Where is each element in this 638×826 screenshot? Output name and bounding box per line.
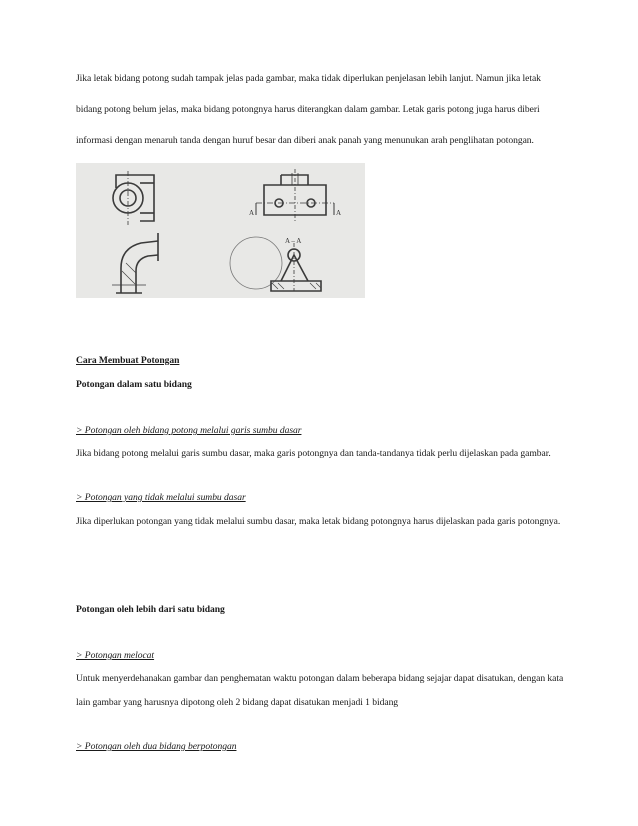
item-3-text-line-1: Untuk menyerdehanakan gambar dan penghematan waktu potongan dalam beberapa bidang sejajar dapat disatukan, dengan kata <box>76 673 564 684</box>
subheading-one-plane: Potongan dalam satu bidang <box>76 379 192 390</box>
section-label-a-a: A – A <box>285 237 302 245</box>
cut-section-drawing <box>76 163 365 298</box>
item-1-title: > Potongan oleh bidang potong melalui garis sumbu dasar <box>76 425 302 436</box>
item-2-title: > Potongan yang tidak melalui sumbu dasar <box>76 492 246 503</box>
section-label-a-left: A <box>249 209 255 217</box>
item-2-text: Jika diperlukan potongan yang tidak melalui sumbu dasar, maka letak bidang potongnya harus dijelaskan pada garis potongnya. <box>76 516 561 527</box>
item-4-title: > Potongan oleh dua bidang berpotongan <box>76 741 237 752</box>
item-1-text: Jika bidang potong melalui garis sumbu dasar, maka garis potongnya dan tanda-tandanya tidak perlu dijelaskan pada gambar. <box>76 448 551 459</box>
subheading-multiple-planes: Potongan oleh lebih dari satu bidang <box>76 604 225 615</box>
intro-line-2: bidang potong belum jelas, maka bidang potongnya harus diterangkan dalam gambar. Letak garis potong juga harus diberi <box>76 104 540 115</box>
section-label-a-right: A <box>336 209 342 217</box>
section-heading: Cara Membuat Potongan <box>76 355 180 366</box>
item-3-title: > Potongan melocat <box>76 650 155 661</box>
intro-line-3: informasi dengan menaruh tanda dengan huruf besar dan diberi anak panah yang menunukan arah penglihatan potongan. <box>76 135 534 146</box>
intro-line-1: Jika letak bidang potong sudah tampak jelas pada gambar, maka tidak diperlukan penjelasan lebih lanjut. Namun jika letak <box>76 73 541 84</box>
item-3-text-line-2: lain gambar yang harusnya dipotong oleh 2 bidang dapat disatukan menjadi 1 bidang <box>76 697 399 708</box>
technical-drawing-figure <box>76 163 365 298</box>
